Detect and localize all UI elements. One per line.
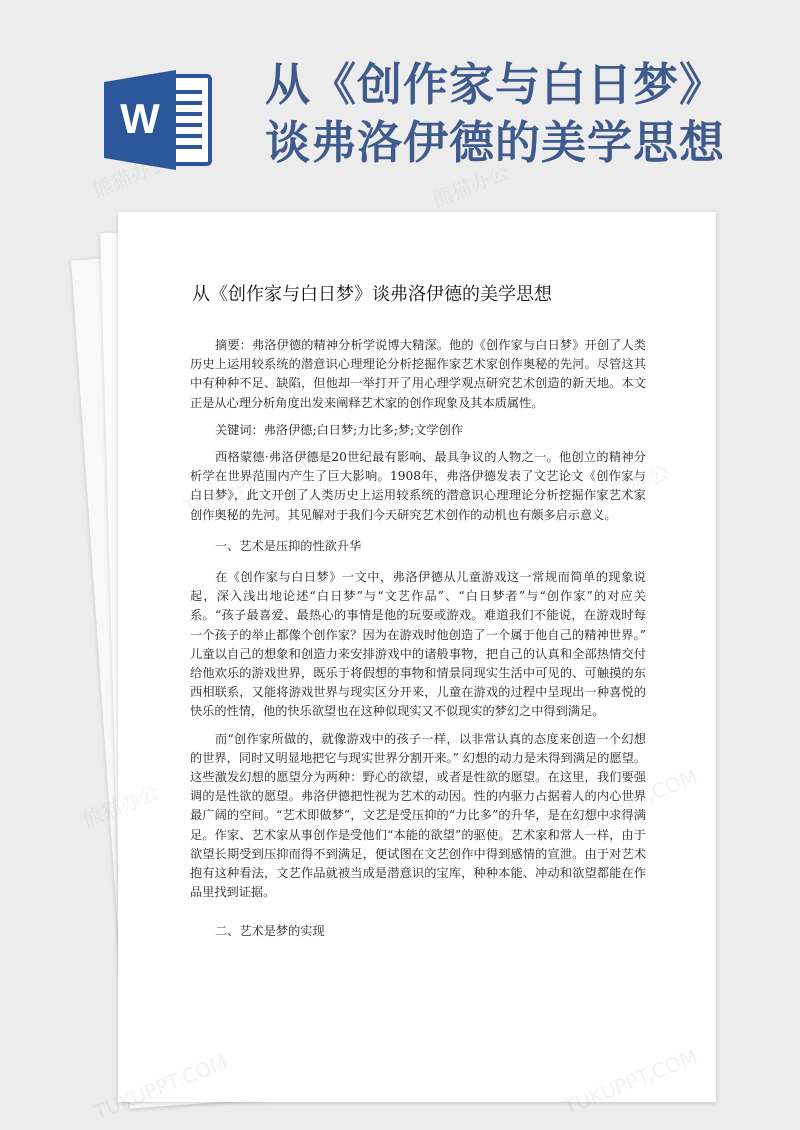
abstract-paragraph: 摘要：弗洛伊德的精神分析学说博大精深。他的《创作家与白日梦》开创了人类历史上运用较系统的潜意识心理理论分析挖掘作家艺术家创作奥秘的先河。尽管这其中有种种不足、缺陷，但他却一举打开了用心理学观点研究艺术创造的新天地。本文正是从心理分析角度出发来阐释艺术家的创作现象及其本质属性。 <box>190 338 646 410</box>
banner-title-line1: 从《创作家与白日梦》 <box>265 58 726 111</box>
document-body <box>190 280 646 954</box>
section2-heading: 二、艺术是梦的实现 <box>215 924 325 939</box>
watermark-text: 熊猫办公 <box>428 159 513 213</box>
word-icon-letter: W <box>120 95 160 142</box>
section1-heading: 一、艺术是压抑的性欲升华 <box>215 538 362 553</box>
banner-title-line2: 谈弗洛伊德的美学思想 <box>265 116 726 169</box>
banner-title <box>265 56 785 172</box>
word-document-icon <box>104 70 216 170</box>
section1-paragraph2: 而“创作家所做的，就像游戏中的孩子一样，以非常认真的态度来创造一个幻想的世界，同时又明显地把它与现实世界分割开来。” 幻想的动力是未得到满足的愿望。这些激发幻想的愿望分为两种：野心的欲望，或者是性欲的愿望。在这里，我们要强调的是性欲的愿望。弗洛伊德把性视为艺术的动因。性的内驱力占据着人的内心世界最广阔的空间。“艺术即做梦”，文艺是受压抑的“力比多”的升华，是在幻想中求得满足。作家、艺术家从事创作是受他们“本能的欲望”的驱使。艺术家和常人一样，由于欲望长期受到压抑而得不到满足，便试图在文艺创作中得到感情的宣泄。由于对艺术抱有这种看法，文艺作品就被当成是潜意识的宝库，种种本能、冲动和欲望都能在作品里找到证据。 <box>190 731 646 900</box>
watermark-text: 熊猫办公 <box>88 149 173 203</box>
intro-paragraph: 西格蒙德·弗洛伊德是20世纪最有影响、最具争议的人物之一。他创立的精神分析学在世界范围内产生了巨大影响。1908年，弗洛伊德发表了文艺论文《创作家与白日梦》，此文开创了人类历史上运用较系统的潜意识心理理论分析挖掘作家艺术家创作奥秘的先河。其见解对于我们今天研究艺术创作的动机也有颇多启示意义。 <box>190 450 646 522</box>
document-title: 从《创作家与白日梦》谈弗洛伊德的美学思想 <box>192 284 552 305</box>
section1-paragraph1: 在《创作家与白日梦》一文中，弗洛伊德从儿童游戏这一常规而简单的现象说起，深入浅出地论述“白日梦”与“文艺作品”、“白日梦者”与“创作家”的对应关系。“孩子最喜爱、最热心的事情是他的玩耍或游戏。难道我们不能说，在游戏时每一个孩子的举止都像个创作家？因为在游戏时他创造了一个属于他自己的精神世界。” 儿童以自己的想象和创造力来安排游戏中的诸般事物，把自己的认真和全部热情交付给他欢乐的游戏世界，既乐于将假想的事物和情景同现实生活中可见的、可触摸的东西相联系，又能将游戏世界与现实区分开来，儿童在游戏的过程中呈现出一种喜悦的快乐的性情，他的快乐欲望也在这种似现实又不似现实的梦幻之中得到满足。 <box>190 570 646 719</box>
keywords-line: 关键词：弗洛伊德;白日梦;力比多;梦;文学创作 <box>215 422 463 437</box>
